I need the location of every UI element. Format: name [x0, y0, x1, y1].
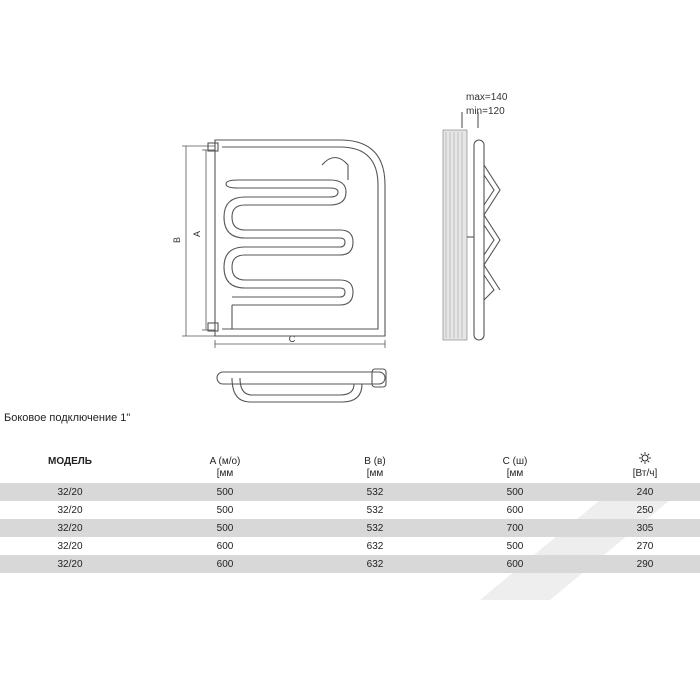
- cell-b: 532: [310, 519, 440, 537]
- cell-b: 632: [366, 540, 384, 552]
- cell-b: 532: [310, 483, 440, 501]
- dimension-label-a: A: [192, 230, 202, 238]
- cell-a: 600: [140, 555, 310, 573]
- cell-a: 500: [216, 504, 234, 516]
- towel-rail-front-view: [208, 140, 385, 336]
- cell-c: 700: [440, 519, 590, 537]
- dimension-label-c: C: [288, 334, 296, 344]
- max-depth-label: max=140: [466, 92, 508, 103]
- cell-c: 600: [506, 504, 524, 516]
- header-c: C (ш) [мм: [502, 456, 528, 479]
- cell-power: 240: [590, 483, 700, 501]
- cell-power: 270: [636, 540, 654, 552]
- header-power: [Вт/ч]: [590, 444, 700, 483]
- table-row: [0, 501, 700, 519]
- cell-model: 32/20: [0, 483, 140, 501]
- cell-c: 500: [440, 483, 590, 501]
- header-model: МОДЕЛЬ: [48, 456, 92, 467]
- cell-a: 600: [216, 540, 234, 552]
- cell-b: 632: [310, 555, 440, 573]
- table-header-row: [0, 444, 700, 483]
- cell-model: 32/20: [0, 555, 140, 573]
- cell-model: 32/20: [0, 519, 140, 537]
- min-depth-label: min=120: [466, 106, 505, 117]
- cell-a: 500: [140, 519, 310, 537]
- sun-icon: [639, 452, 651, 464]
- spec-table: [0, 444, 700, 573]
- cell-model: 32/20: [57, 504, 83, 516]
- cell-power: 290: [590, 555, 700, 573]
- cell-power: 305: [590, 519, 700, 537]
- cell-model: 32/20: [57, 540, 83, 552]
- header-b: B (в) [мм: [364, 456, 386, 479]
- towel-rail-top-view: [217, 369, 386, 402]
- table-row: [0, 483, 700, 501]
- cell-power: 250: [636, 504, 654, 516]
- cell-c: 600: [440, 555, 590, 573]
- table-row: [0, 519, 700, 537]
- table-row: [0, 537, 700, 555]
- towel-rail-side-view: [443, 92, 508, 340]
- cell-b: 532: [366, 504, 384, 516]
- cell-c: 500: [506, 540, 524, 552]
- connection-subtitle: Боковое подключение 1": [4, 412, 131, 424]
- table-row: [0, 555, 700, 573]
- header-a: A (м/о) [мм: [209, 456, 241, 479]
- cell-a: 500: [140, 483, 310, 501]
- dimension-label-b: B: [172, 236, 182, 244]
